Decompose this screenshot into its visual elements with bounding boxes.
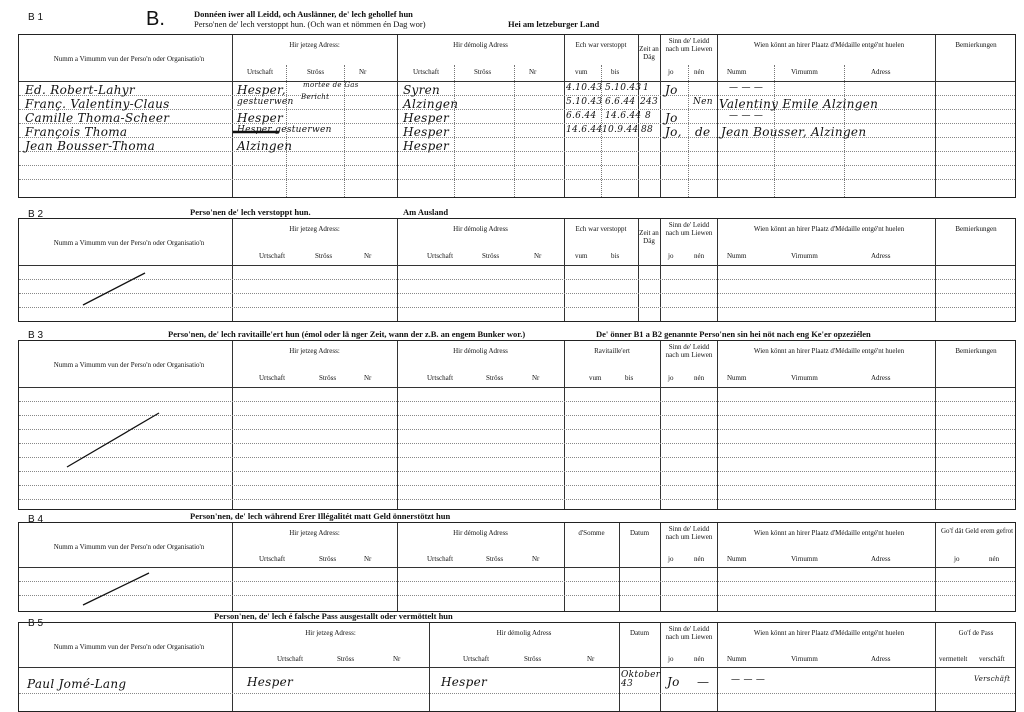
- sub-first: Virnumm: [791, 68, 818, 76]
- sub-to: bis: [625, 374, 634, 382]
- col-alive-header: Sinn de' Leidd nach um Liewen: [665, 525, 713, 541]
- col-pass-header: Go'f de Pass: [958, 629, 994, 637]
- col-sum-header: d'Somme: [578, 529, 605, 537]
- big-letter: B.: [146, 8, 165, 30]
- col-hidden-header: Ech war verstoppt: [575, 41, 627, 49]
- sub-town: Urtschaft: [259, 252, 286, 260]
- table-row: Jean Bousser-Thoma Alzingen Hesper: [25, 139, 450, 153]
- section-title: Perso'nen, de' lech ravitaille'ert hun (émol oder lä nger Zeit, wann der z.B. an engem Bunker wor.): [168, 329, 526, 339]
- sub-name: Numm: [727, 655, 747, 663]
- sub-from: vum: [575, 68, 588, 76]
- sub-no: nén: [694, 374, 705, 382]
- sub-from: vum: [575, 252, 588, 260]
- col-current-header: Hir jetzeg Adress:: [289, 41, 340, 49]
- col-hidden-header: Ech war verstoppt: [575, 225, 627, 233]
- sub-nr: Nr: [359, 68, 367, 76]
- sub-town: Urtschaft: [259, 555, 286, 563]
- sub-nr: Nr: [534, 252, 542, 260]
- section-title-extra: Hei am letzeburger Land: [508, 19, 600, 29]
- sub-no: nén: [694, 252, 705, 260]
- sub-nr: Nr: [532, 555, 540, 563]
- col-medal-header: Wien könnt an hirer Plaatz d'Médaille entgé'nt huelen: [753, 529, 905, 537]
- sub-yes: jo: [954, 555, 960, 563]
- sub-street: Ströss: [486, 555, 504, 563]
- col-money-header: Go'f dät Geld erem gefrot: [941, 527, 1014, 535]
- section-b5: [18, 610, 1016, 710]
- sub-addr: Adress: [871, 655, 891, 663]
- section-subtitle: Perso'nen de' lech verstoppt hun. (Och wan et nömmen én Dag wor): [194, 19, 426, 29]
- col-remarks-header: Bemierkungen: [955, 225, 997, 233]
- table-row: Ed. Robert-Lahyr Hesper, mortée de Gas Syren 4.10.43 5.10.43 1 Jo — — —: [25, 81, 764, 97]
- col-time-header: Zeit an Däg: [639, 45, 659, 61]
- section-label: B 3: [28, 330, 44, 341]
- sub-street: Ströss: [319, 374, 337, 382]
- sub-street: Ströss: [337, 655, 355, 663]
- col-former-header: Hir démolig Adress: [453, 529, 508, 537]
- sub-town: Urtschaft: [427, 555, 454, 563]
- sub-nr: Nr: [532, 374, 540, 382]
- sub-name: Numm: [727, 68, 747, 76]
- sub-town: Urtschaft: [277, 655, 304, 663]
- section-title: Donnéen iwer all Leidd, och Auslänner, de' lech gehollef hun: [194, 9, 413, 19]
- sub-addr: Adress: [871, 374, 891, 382]
- section-title-extra: De' önner B1 a B2 genannte Perso'nen sin hei nöt nach eng Ke'er opzeziélen: [596, 329, 871, 339]
- sub-first: Virnumm: [791, 655, 818, 663]
- sub-nr: Nr: [393, 655, 401, 663]
- sub-yes: jo: [668, 252, 674, 260]
- col-name-header: Numm a Vimumm vun der Perso'n oder Organisatio'n: [53, 55, 205, 63]
- section-b1: [18, 8, 1016, 198]
- col-remarks-header: Bemierkungen: [955, 41, 997, 49]
- b1-table: [18, 34, 1016, 198]
- col-former-header: Hir démolig Adress: [453, 347, 508, 355]
- sub-no: nén: [989, 555, 1000, 563]
- col-alive-header: Sinn de' Leidd nach um Liewen: [665, 625, 713, 641]
- strike-mark: [79, 269, 149, 309]
- sub-yes: jo: [668, 374, 674, 382]
- b4-table: [18, 522, 1016, 612]
- sub-to: bis: [611, 68, 620, 76]
- sub-no: nén: [694, 655, 705, 663]
- col-current-header: Hir jetzeg Adress:: [289, 529, 340, 537]
- sub-town: Urtschaft: [413, 68, 440, 76]
- sub-first: Virnumm: [791, 555, 818, 563]
- sub-addr: Adress: [871, 252, 891, 260]
- sub-to: bis: [611, 252, 620, 260]
- table-row: Franç. Valentiny-Claus gestuerwen Bericht Alzingen 5.10.43 6.6.44 243 Nen Valentiny Emile Alzingen: [25, 93, 879, 111]
- sub-no: nén: [694, 555, 705, 563]
- sub-given: vermettelt: [939, 655, 968, 663]
- section-b4: [18, 510, 1016, 610]
- b3-table: [18, 340, 1016, 510]
- section-title-extra: Am Ausland: [403, 207, 449, 217]
- col-alive-header: Sinn de' Leidd nach um Liewen: [665, 343, 713, 359]
- sub-nr: Nr: [364, 374, 372, 382]
- sub-town: Urtschaft: [259, 374, 286, 382]
- sub-town: Urtschaft: [463, 655, 490, 663]
- sub-addr: Adress: [871, 555, 891, 563]
- col-date-header: Datum: [629, 529, 650, 537]
- col-current-header: Hir jetzeg Adress:: [305, 629, 356, 637]
- col-current-header: Hir jetzeg Adress:: [289, 347, 340, 355]
- strike-mark: [63, 409, 163, 471]
- sub-addr: Adress: [871, 68, 891, 76]
- col-medal-header: Wien könnt an hirer Plaatz d'Médaille entgé'nt huelen: [753, 629, 905, 637]
- section-b1-header: [18, 8, 1016, 28]
- sub-street: Ströss: [524, 655, 542, 663]
- col-date-header: Datum: [629, 629, 650, 637]
- sub-street: Ströss: [315, 252, 333, 260]
- col-former-header: Hir démolig Adress: [453, 225, 508, 233]
- sub-street: Ströss: [319, 555, 337, 563]
- sub-yes: jo: [668, 555, 674, 563]
- section-label: B 5: [28, 618, 44, 629]
- section-title: Person'nen, de' lech während Erer Illégalitét matt Geld önnerstötzt hun: [190, 511, 451, 521]
- section-label: B 4: [28, 514, 44, 525]
- sub-nr: Nr: [587, 655, 595, 663]
- strike-mark: [79, 569, 153, 609]
- section-title: Perso'nen de' lech verstoppt hun.: [190, 207, 311, 217]
- col-remarks-header: Bemierkungen: [955, 347, 997, 355]
- sub-town: Urtschaft: [427, 374, 454, 382]
- section-label: B 2: [28, 209, 44, 220]
- b2-table: [18, 218, 1016, 322]
- table-row: Camille Thoma-Scheer Hesper Hesper 6.6.44 14.6.44 8 Jo — — —: [25, 111, 764, 125]
- col-former-header: Hir démolig Adress: [453, 41, 508, 49]
- sub-town: Urtschaft: [427, 252, 454, 260]
- sub-first: Virnumm: [791, 374, 818, 382]
- sub-town: Urtschaft: [247, 68, 274, 76]
- col-former-header: Hir démolig Adress: [496, 629, 552, 637]
- col-name-header: Numm a Vimumm vun der Perso'n oder Organisatio'n: [53, 361, 205, 369]
- sub-first: Virnumm: [791, 252, 818, 260]
- sub-street: Ströss: [474, 68, 492, 76]
- col-medal-header: Wien könnt an hirer Plaatz d'Médaille entgé'nt huelen: [753, 41, 905, 49]
- col-medal-header: Wien könnt an hirer Plaatz d'Médaille entgé'nt huelen: [753, 225, 905, 233]
- section-title: Person'nen, de' lech é falsche Pass ausgestallt oder vermöttelt hun: [214, 611, 453, 621]
- col-supplied-header: Ravitaille'ert: [594, 347, 630, 355]
- sub-yes: jo: [668, 655, 674, 663]
- sub-nr: Nr: [364, 252, 372, 260]
- sub-name: Numm: [727, 555, 747, 563]
- b5-table: [18, 622, 1016, 712]
- sub-nr: Nr: [364, 555, 372, 563]
- sub-street: Ströss: [482, 252, 500, 260]
- section-label: B 1: [28, 12, 44, 23]
- sub-name: Numm: [727, 252, 747, 260]
- col-time-header: Zeit an Däg: [639, 229, 659, 245]
- sub-street: Ströss: [307, 68, 325, 76]
- sub-made: verschäft: [979, 655, 1005, 663]
- col-alive-header: Sinn de' Leidd nach um Liewen: [665, 221, 713, 237]
- col-name-header: Numm a Vimumm vun der Perso'n oder Organisatio'n: [53, 543, 205, 551]
- sub-from: vum: [589, 374, 602, 382]
- sub-yes: jo: [668, 68, 674, 76]
- col-name-header: Numm a Vimumm vun der Perso'n oder Organisatio'n: [53, 239, 205, 247]
- sub-nr: Nr: [529, 68, 537, 76]
- sub-name: Numm: [727, 374, 747, 382]
- col-medal-header: Wien könnt an hirer Plaatz d'Médaille entgé'nt huelen: [753, 347, 905, 355]
- sub-no: nén: [694, 68, 705, 76]
- table-row: Paul Jomé-Lang Hesper Hesper Oktober 43 Jo — — — — Verschäft: [27, 670, 1011, 691]
- section-b2: [18, 205, 1016, 323]
- col-alive-header: Sinn de' Leidd nach um Liewen: [665, 37, 713, 53]
- col-name-header: Numm a Vimumm vun der Perso'n oder Organisatio'n: [53, 643, 205, 651]
- table-row: François Thoma Hesper gestuerwen Hesper 14.6.44 10.9.44 88 Jo, de Jean Bousser, Alzingen: [25, 125, 867, 139]
- section-b3: [18, 326, 1016, 508]
- col-current-header: Hir jetzeg Adress:: [289, 225, 340, 233]
- sub-street: Ströss: [486, 374, 504, 382]
